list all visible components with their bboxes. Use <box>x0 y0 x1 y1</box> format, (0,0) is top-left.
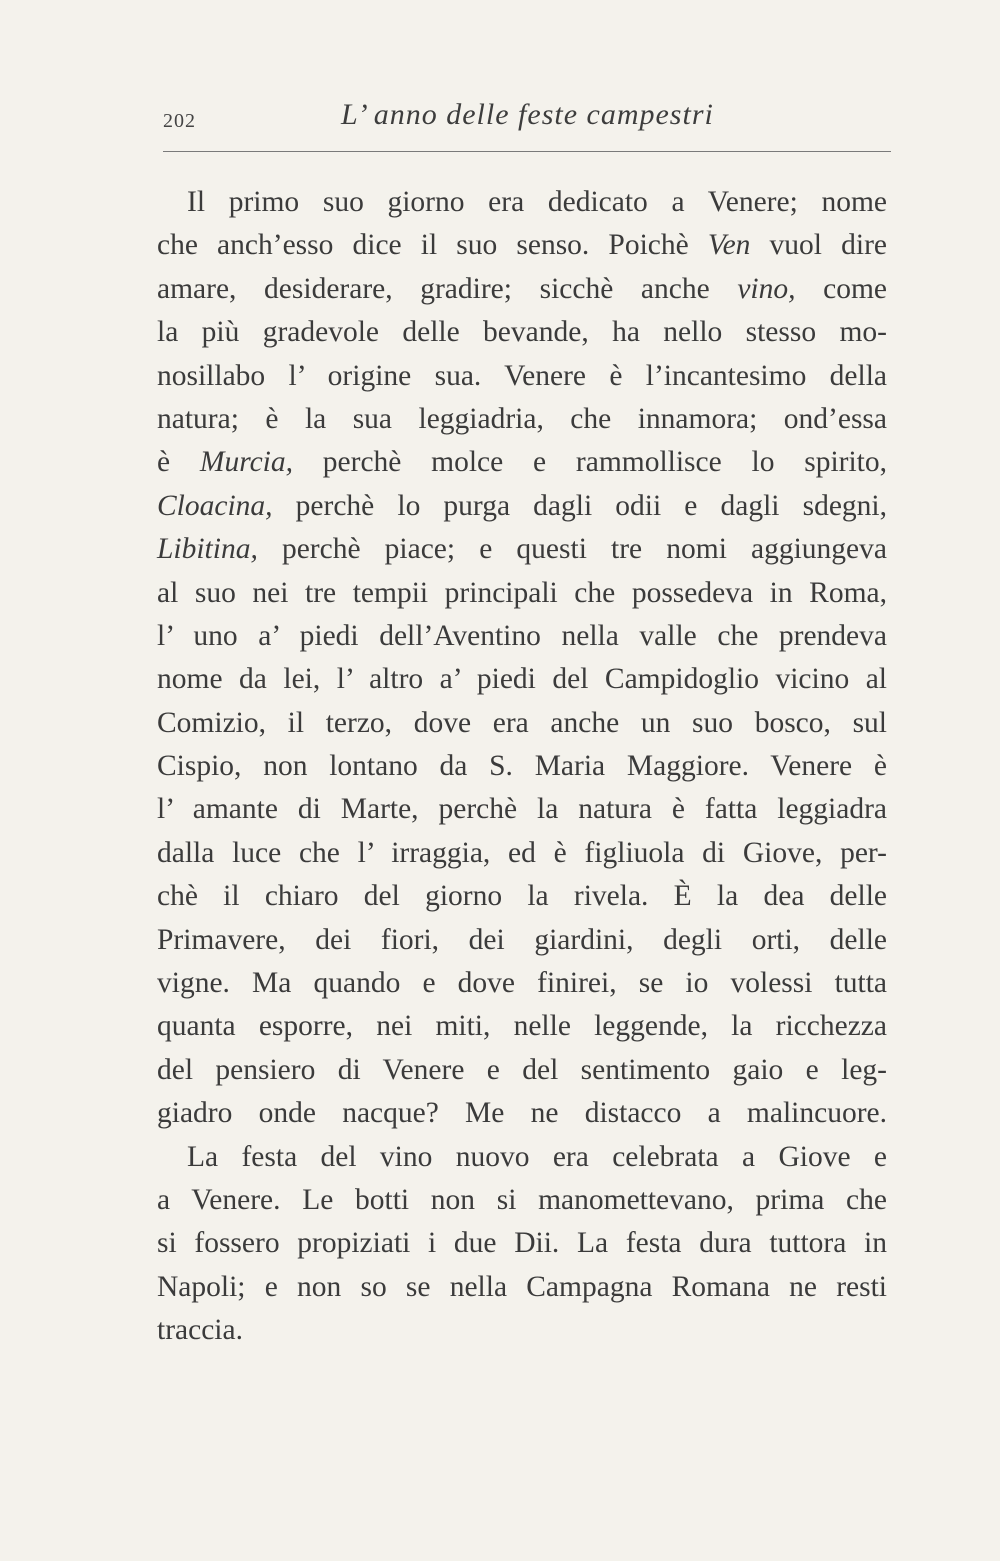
header-rule <box>163 151 891 152</box>
text-line: la più gradevole delle bevande, ha nello stesso mo- <box>157 316 887 349</box>
text-line: è Murcia, perchè molce e rammollisce lo spirito, <box>157 446 887 479</box>
italic-term: Cloacina, <box>157 489 273 522</box>
page-number: 202 <box>163 110 196 132</box>
text-line: del pensiero di Venere e del sentimento gaio e leg- <box>157 1053 887 1086</box>
text-line: Napoli; e non so se nella Campagna Romana ne resti <box>157 1270 887 1303</box>
text-line: Cispio, non lontano da S. Maria Maggiore. Venere è <box>157 750 887 783</box>
italic-term: vino, <box>737 272 796 305</box>
text-line: dalla luce che l’ irraggia, ed è figliuola di Giove, per- <box>157 836 887 869</box>
text-line: La festa del vino nuovo era celebrata a Giove e <box>187 1140 887 1173</box>
body-text <box>157 181 887 1353</box>
text-line: nosillabo l’ origine sua. Venere è l’incantesimo della <box>157 359 887 392</box>
text-line: Comizio, il terzo, dove era anche un suo bosco, sul <box>157 706 887 739</box>
text-line: l’ uno a’ piedi dell’Aventino nella valle che prendeva <box>157 619 887 652</box>
italic-term: Ven <box>707 229 751 262</box>
text-line: chè il chiaro del giorno la rivela. È la dea delle <box>157 880 887 913</box>
text-line: giadro onde nacque? Me ne distacco a malincuore. <box>157 1097 887 1130</box>
text-line: quanta esporre, nei miti, nelle leggende, la ricchezza <box>157 1010 887 1043</box>
text-line: nome da lei, l’ altro a’ piedi del Campidoglio vicino al <box>157 663 887 696</box>
text-line: Primavere, dei fiori, dei giardini, degli orti, delle <box>157 923 887 956</box>
text-line: l’ amante di Marte, perchè la natura è fatta leggiadra <box>157 793 887 826</box>
text-line: a Venere. Le botti non si manomettevano, prima che <box>157 1183 887 1216</box>
text-line: Il primo suo giorno era dedicato a Venere; nome <box>187 186 887 218</box>
text-line: si fossero propiziati i due Dii. La festa dura tuttora in <box>157 1227 887 1260</box>
text-line: che anch’esso dice il suo senso. Poichè Ven vuol dire <box>157 229 887 262</box>
text-line: natura; è la sua leggiadria, che innamora; ond’essa <box>157 402 887 435</box>
page-header <box>163 96 891 140</box>
text-line: amare, desiderare, gradire; sicchè anche vino, come <box>157 272 887 305</box>
text-line: al suo nei tre tempii principali che possedeva in Roma, <box>157 576 887 609</box>
running-title: L’ anno delle feste campestri <box>341 98 714 131</box>
text-line: vigne. Ma quando e dove finirei, se io volessi tutta <box>157 967 887 1000</box>
italic-term: Libitina, <box>157 533 258 566</box>
text-line: traccia. <box>157 1314 243 1347</box>
text-line: Libitina, perchè piace; e questi tre nomi aggiungeva <box>157 533 887 566</box>
text-line: Cloacina, perchè lo purga dagli odii e dagli sdegni, <box>157 489 887 522</box>
italic-term: Murcia, <box>199 446 293 479</box>
